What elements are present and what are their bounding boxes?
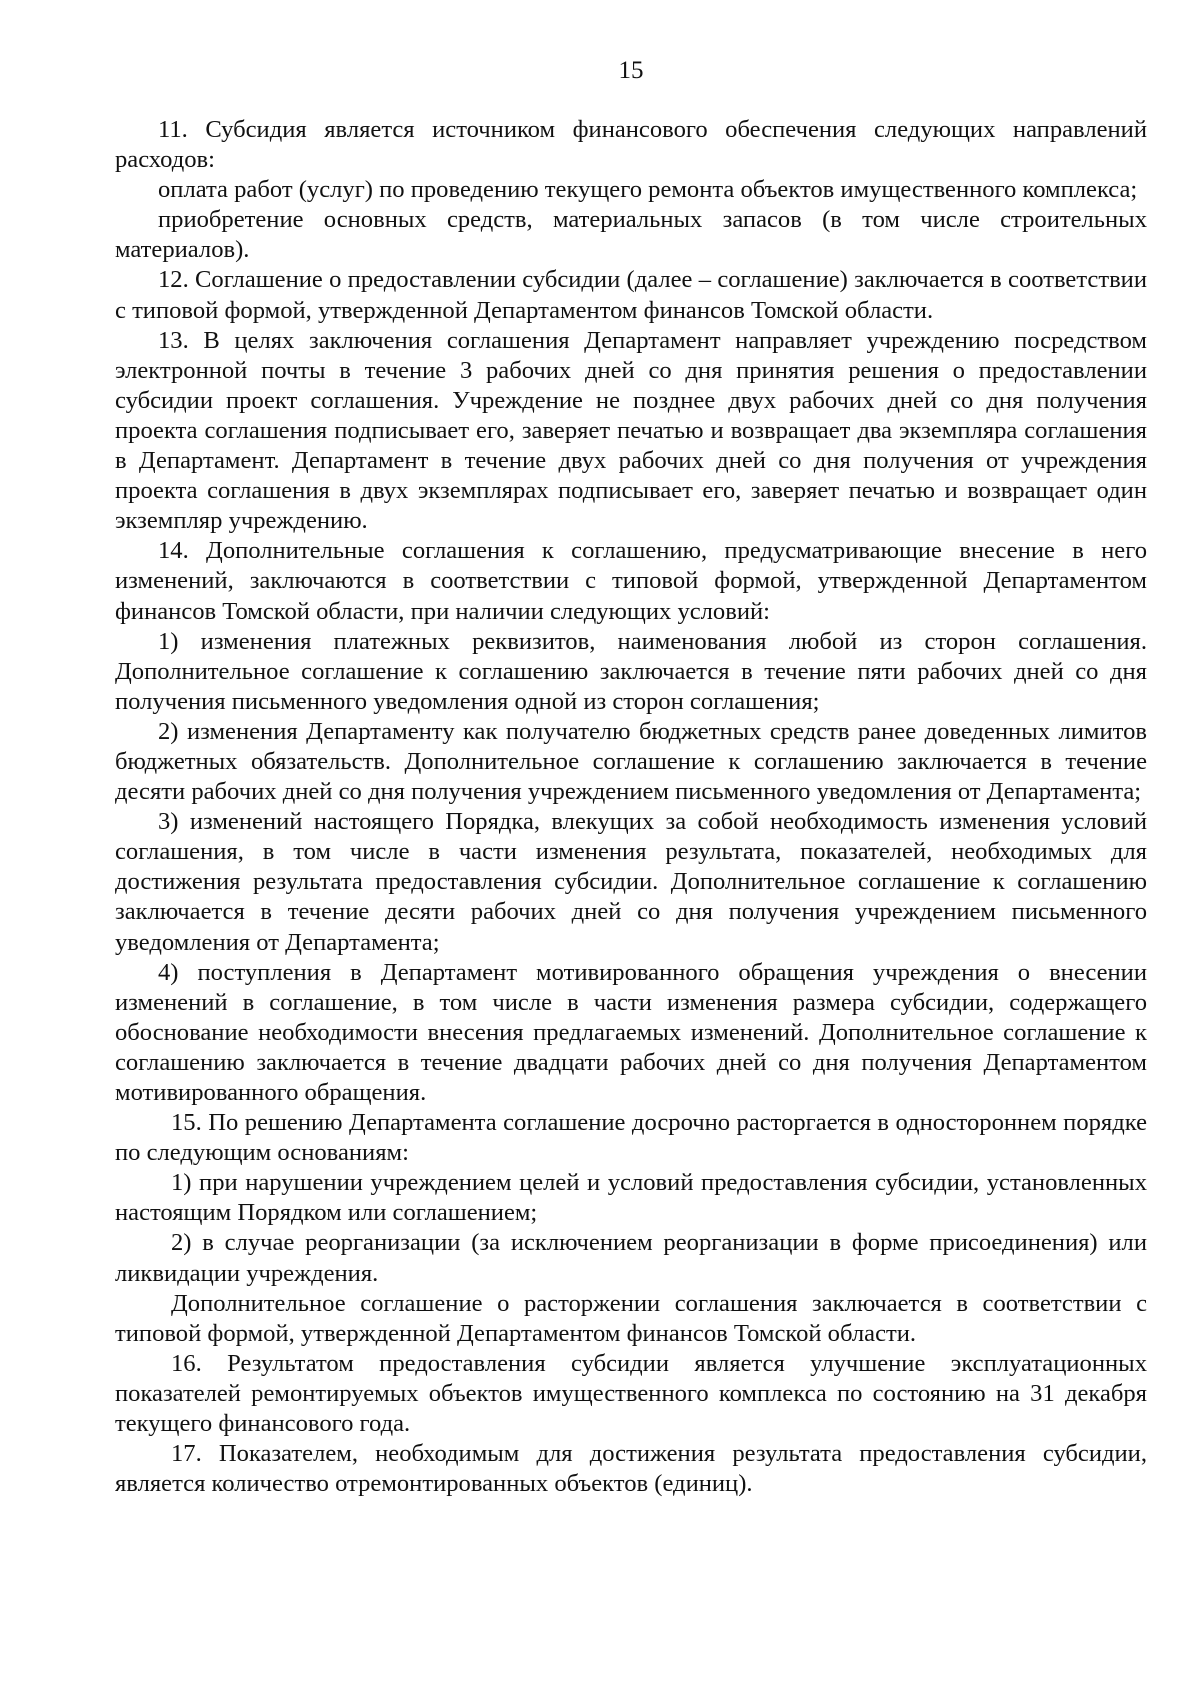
paragraph-14-item-4: 4) поступления в Департамент мотивированного обращения учреждения о внесении изменений в соглашение, в том числе в части изменения размера субсидии, содержащего обоснование необходимости внесения предлагаемых изменений. Дополнительное соглашение к соглашению заключается в течение двадцати рабочих дней со дня получения Департаментом мотивированного обращения.: [115, 958, 1147, 1106]
paragraph-17: 17. Показателем, необходимым для достижения результата предоставления субсидии, является количество отремонтированных объектов (единиц).: [115, 1440, 1147, 1498]
document-body: [115, 115, 1147, 1499]
paragraph-16: 16. Результатом предоставления субсидии является улучшение эксплуатационных показателей ремонтируемых объектов имущественного комплекса по состоянию на 31 декабря текущего финансового года.: [115, 1349, 1147, 1438]
paragraph-15-termination-note: Дополнительное соглашение о расторжении соглашения заключается в соответствии с типовой формой, утвержденной Департаментом финансов Томской области.: [115, 1289, 1147, 1347]
paragraph-11-item-repair: оплата работ (услуг) по проведению текущего ремонта объектов имущественного комплекса;: [158, 176, 1138, 204]
paragraph-15-item-1: 1) при нарушении учреждением целей и условий предоставления субсидии, установленных настоящим Порядком или соглашением;: [115, 1169, 1147, 1227]
paragraph-11: 11. Субсидия является источником финансового обеспечения следующих направлений расходов:: [115, 116, 1147, 174]
paragraph-13: 13. В целях заключения соглашения Департамент направляет учреждению посредством электронной почты в течение 3 рабочих дней со дня принятия решения о предоставлении субсидии проект соглашения. Учреждение не позднее двух рабочих дней со дня получения проекта соглашения подписывает его, заверяет печатью и возвращает два экземпляра соглашения в Департамент. Департамент в течение двух рабочих дней со дня получения от учреждения проекта соглашения в двух экземплярах подписывает его, заверяет печатью и возвращает один экземпляр учреждению.: [115, 326, 1147, 535]
paragraph-15: 15. По решению Департамента соглашение досрочно расторгается в одностороннем порядке по следующим основаниям:: [115, 1109, 1147, 1167]
paragraph-11-item-assets: приобретение основных средств, материальных запасов (в том числе строительных материалов).: [115, 206, 1147, 264]
paragraph-14: 14. Дополнительные соглашения к соглашению, предусматривающие внесение в него изменений, заключаются в соответствии с типовой формой, утвержденной Департаментом финансов Томской области, при наличии следующих условий:: [115, 537, 1147, 625]
paragraph-14-item-1: 1) изменения платежных реквизитов, наименования любой из сторон соглашения. Дополнительное соглашение к соглашению заключается в течение пяти рабочих дней со дня получения письменного уведомления одной из сторон соглашения;: [115, 627, 1147, 715]
paragraph-12: 12. Соглашение о предоставлении субсидии (далее – соглашение) заключается в соответствии с типовой формой, утвержденной Департаментом финансов Томской области.: [115, 266, 1147, 324]
page-number: 15: [618, 57, 644, 84]
paragraph-14-item-3: 3) изменений настоящего Порядка, влекущих за собой необходимость изменения условий соглашения, в том числе в части изменения результата, показателей, необходимых для достижения результата предоставления субсидии. Дополнительное соглашение к соглашению заключается в течение десяти рабочих дней со дня получения учреждением письменного уведомления от Департамента;: [115, 808, 1147, 956]
paragraph-14-item-2: 2) изменения Департаменту как получателю бюджетных средств ранее доведенных лимитов бюджетных обязательств. Дополнительное соглашение к соглашению заключается в течение десяти рабочих дней со дня получения учреждением письменного уведомления от Департамента;: [115, 717, 1147, 806]
paragraph-15-item-2: 2) в случае реорганизации (за исключением реорганизации в форме присоединения) или ликвидации учреждения.: [115, 1229, 1147, 1287]
